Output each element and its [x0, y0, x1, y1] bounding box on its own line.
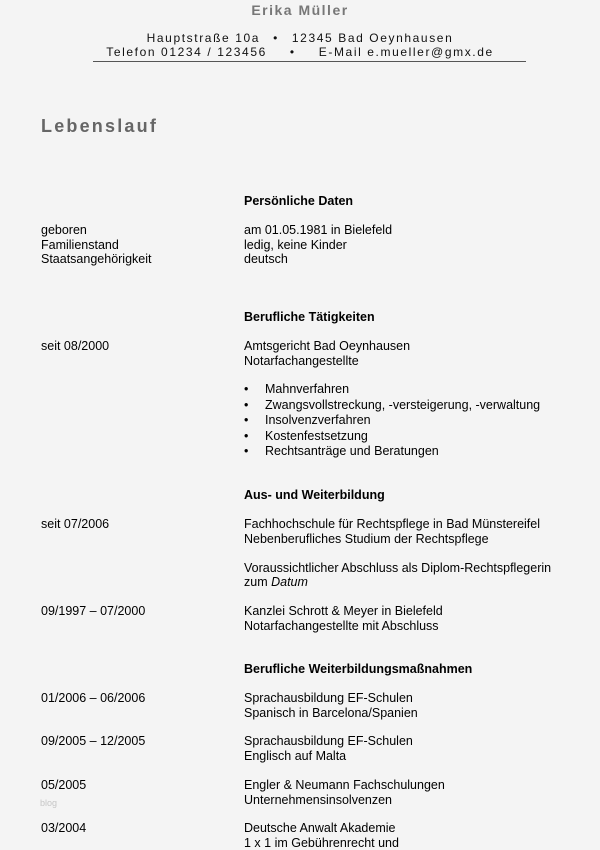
training-topic: 1 x 1 im Gebührenrecht und [244, 835, 399, 850]
contact-phone-email-line [0, 45, 600, 59]
contact-address-line [0, 31, 600, 45]
watermark-text: blog [40, 798, 58, 808]
section-heading-career: Berufliche Tätigkeiten [244, 310, 375, 324]
section-heading-training: Berufliche Weiterbildungsmaßnahmen [244, 662, 473, 676]
phone-number: Telefon 01234 / 123456 [106, 45, 267, 59]
label-birth: geboren [41, 223, 87, 237]
value-nationality: deutsch [244, 252, 288, 266]
training-date: 01/2006 – 06/2006 [41, 691, 146, 705]
list-item: • Rechtsanträge und Beratungen [244, 444, 540, 460]
career-date: seit 08/2000 [41, 339, 110, 353]
education-expected-degree: Voraussichtlicher Abschluss als Diplom-Rechtspflegerin [244, 560, 552, 575]
address-street: Hauptstraße 10a [146, 31, 261, 45]
label-marital-status: Familienstand [41, 237, 119, 252]
education-institution: Kanzlei Schrott & Meyer in Bielefeld [244, 604, 443, 618]
email-address: E-Mail e.mueller@gmx.de [318, 45, 494, 59]
applicant-name: Erika Müller [251, 2, 349, 18]
training-provider: Engler & Neumann Fachschulungen [244, 778, 445, 792]
section-heading-personal: Persönliche Daten [244, 194, 354, 208]
value-marital-status: ledig, keine Kinder [244, 237, 347, 252]
training-provider: Sprachausbildung EF-Schulen [244, 691, 413, 705]
training-topic: Englisch auf Malta [244, 748, 347, 763]
education-program: Notarfachangestellte mit Abschluss [244, 618, 439, 633]
document-title: Lebenslauf [41, 116, 159, 136]
header-divider [93, 61, 526, 62]
value-birth: am 01.05.1981 in Bielefeld [244, 223, 393, 237]
training-date: 05/2005 [41, 778, 87, 792]
list-item: • Kostenfestsetzung [244, 429, 540, 445]
education-date: seit 07/2006 [41, 517, 110, 531]
career-position: Notarfachangestellte [244, 353, 359, 368]
education-institution: Fachhochschule für Rechtspflege in Bad Münstereifel [244, 517, 540, 531]
training-topic: Unternehmensinsolvenzen [244, 792, 393, 807]
career-duties-list [244, 382, 540, 460]
label-nationality: Staatsangehörigkeit [41, 252, 152, 266]
education-date: 09/1997 – 07/2000 [41, 604, 146, 618]
list-item: • Mahnverfahren [244, 382, 540, 398]
section-heading-education: Aus- und Weiterbildung [244, 488, 385, 502]
career-employer: Amtsgericht Bad Oeynhausen [244, 339, 411, 353]
education-program: Nebenberufliches Studium der Rechtspflege [244, 531, 489, 546]
training-date: 03/2004 [41, 821, 87, 835]
address-city: 12345 Bad Oeynhausen [291, 31, 454, 45]
training-date: 09/2005 – 12/2005 [41, 734, 146, 748]
expected-date-placeholder: Datum [271, 575, 308, 589]
separator-dot: • [289, 45, 296, 59]
training-topic: Spanisch in Barcelona/Spanien [244, 705, 418, 720]
list-item: • Zwangsvollstreckung, -versteigerung, -verwaltung [244, 398, 540, 414]
training-provider: Deutsche Anwalt Akademie [244, 821, 396, 835]
separator-dot: • [273, 31, 279, 45]
training-provider: Sprachausbildung EF-Schulen [244, 734, 413, 748]
education-expected-date [244, 575, 308, 590]
list-item: • Insolvenzverfahren [244, 413, 540, 429]
expected-date-prefix: zum [244, 575, 272, 589]
